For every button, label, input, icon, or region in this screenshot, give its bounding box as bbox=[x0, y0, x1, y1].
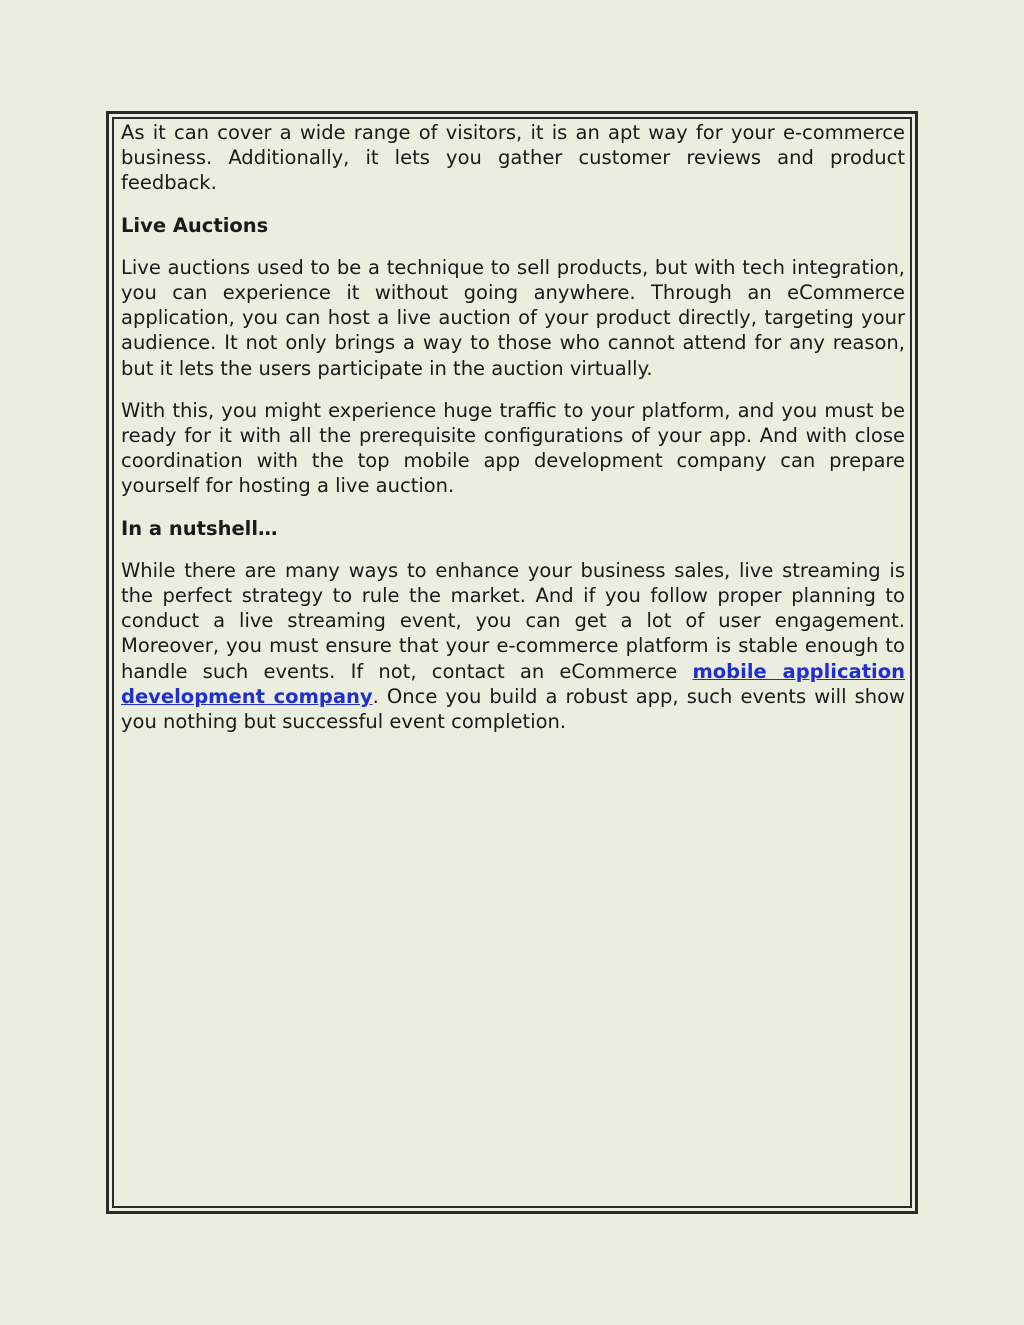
nutshell-text-after-link: . Once you build a robust app, such events will show you nothing but successful event completion. bbox=[121, 684, 905, 734]
intro-paragraph: As it can cover a wide range of visitors, it is an apt way for your e-commerce business. Additionally, it lets you gather customer reviews and product feedback. bbox=[121, 121, 905, 195]
mobile-app-development-link[interactable]: mobile application development company bbox=[121, 659, 905, 708]
nutshell-paragraph bbox=[121, 558, 905, 734]
nutshell-heading: In a nutshell… bbox=[121, 516, 278, 540]
document-body bbox=[121, 120, 905, 751]
live-auctions-heading: Live Auctions bbox=[121, 213, 269, 237]
nutshell-text-before-link: While there are many ways to enhance your business sales, live streaming is the perfect strategy to rule the market. And if you follow proper planning to conduct a live streaming event, you can get a lot of user engagement. Moreover, you must ensure that your e-commerce platform is stable enough to handle such events. If not, contact an eCommerce bbox=[121, 558, 905, 683]
live-auctions-paragraph-1: Live auctions used to be a technique to sell products, but with tech integration, you can experience it without going anywhere. Through an eCommerce application, you can host a live auction of your product directly, targeting your audience. It not only brings a way to those who cannot attend for any reason, but it lets the users participate in the auction virtually. bbox=[121, 255, 905, 380]
live-auctions-paragraph-2: With this, you might experience huge traffic to your platform, and you must be ready for it with all the prerequisite configurations of your app. And with close coordination with the top mobile app development company can prepare yourself for hosting a live auction. bbox=[121, 398, 905, 498]
